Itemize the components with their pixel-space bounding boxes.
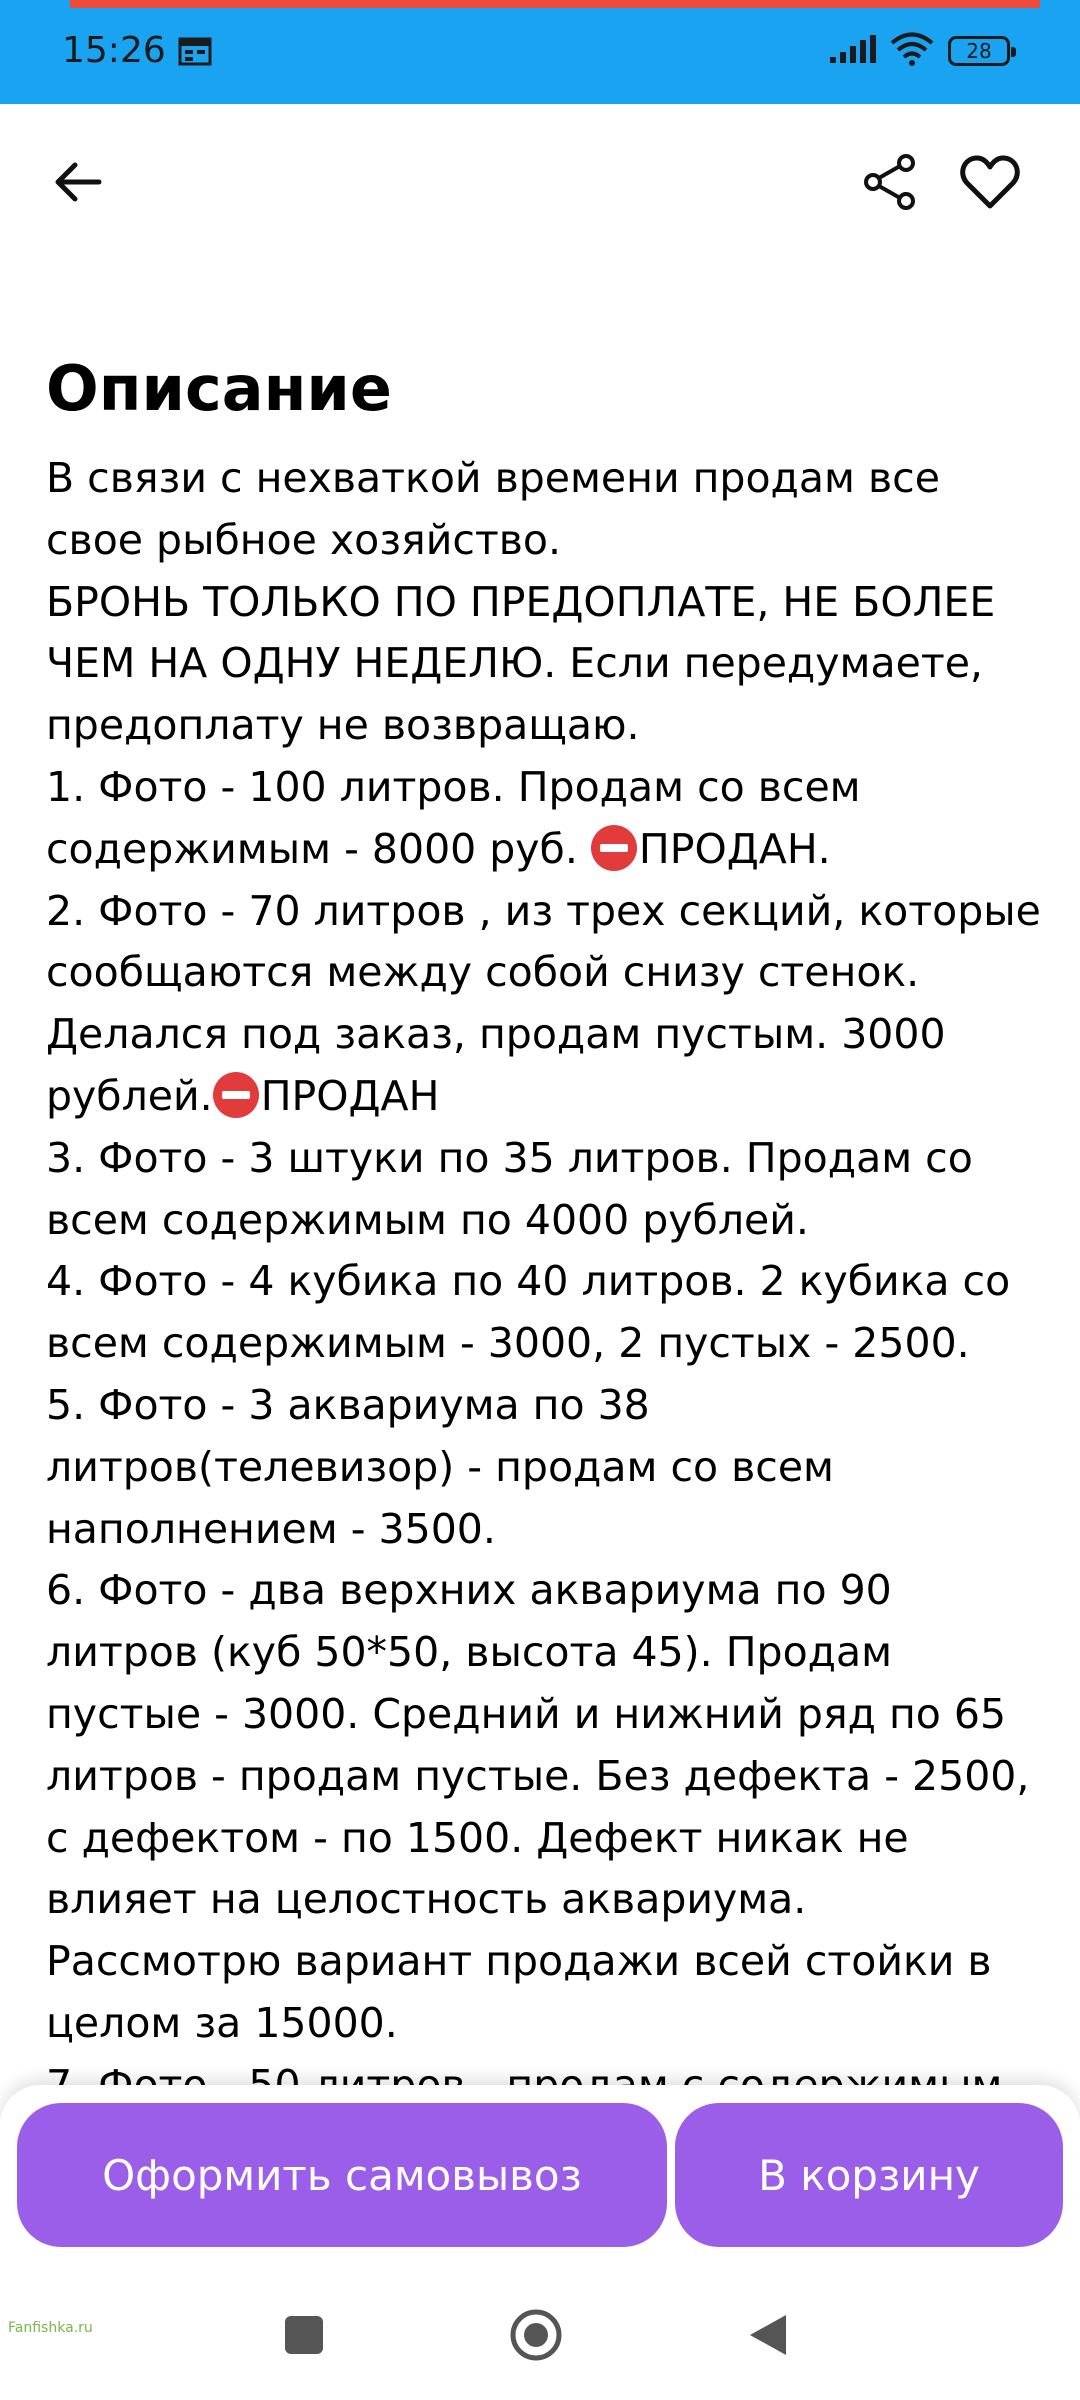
description-line: Рассмотрю вариант продажи всей стойки в — [46, 1937, 992, 1986]
home-icon[interactable] — [506, 2305, 566, 2365]
description-line: 1. Фото - 100 литров. Продам со всем — [46, 762, 861, 811]
add-to-cart-button[interactable]: В корзину — [675, 2103, 1063, 2247]
description-line: 4. Фото - 4 кубика по 40 литров. 2 кубика со — [46, 1257, 1011, 1306]
description-line: свое рыбное хозяйство. — [46, 515, 562, 564]
description-line: предоплату не возвращаю. — [46, 701, 640, 750]
description-line: пустые - 3000. Средний и нижний ряд по 65 — [46, 1689, 1007, 1738]
pickup-button[interactable]: Оформить самовывоз — [17, 2103, 667, 2247]
battery-level: 28 — [966, 39, 992, 63]
description-line: литров - продам пустые. Без дефекта - 2500, — [46, 1751, 1030, 1800]
description-line: 6. Фото - два верхних аквариума по 90 — [46, 1566, 892, 1615]
description-line: влияет на целостность аквариума. — [46, 1875, 807, 1924]
description-line: 2. Фото - 70 литров , из трех секций, которые — [46, 886, 1041, 935]
status-bar — [0, 0, 1080, 104]
system-nav-bar — [0, 2265, 1080, 2400]
description-line — [46, 819, 1026, 881]
no-entry-icon — [213, 1072, 259, 1118]
app-bar — [0, 104, 1080, 264]
notification-strip — [70, 0, 1040, 8]
back-arrow-icon[interactable] — [38, 142, 118, 222]
description-line: целом за 15000. — [46, 1998, 398, 2047]
action-panel — [0, 2085, 1080, 2265]
description-line: всем содержимым - 3000, 2 пустых - 2500. — [46, 1319, 970, 1368]
description-line: сообщаются между собой снизу стенок. — [46, 948, 920, 997]
description-line: с дефектом - по 1500. Дефект никак не — [46, 1813, 909, 1862]
description-text: рублей. — [46, 1071, 213, 1120]
description-line — [46, 1066, 1026, 1128]
calendar-icon — [178, 36, 212, 70]
description-line: 5. Фото - 3 аквариума по 38 — [46, 1380, 650, 1429]
no-entry-icon — [591, 825, 637, 871]
description-line: БРОНЬ ТОЛЬКО ПО ПРЕДОПЛАТЕ, НЕ БОЛЕЕ — [46, 577, 996, 626]
back-icon[interactable] — [738, 2305, 798, 2365]
description-line: литров (куб 50*50, высота 45). Продам — [46, 1628, 893, 1677]
description-line: литров(телевизор) - продам со всем — [46, 1442, 834, 1491]
description-line: всем содержимым по 4000 рублей. — [46, 1195, 809, 1244]
signal-icon — [830, 35, 876, 67]
description-text: содержимым - 8000 руб. — [46, 824, 591, 873]
recent-apps-icon[interactable] — [274, 2305, 334, 2365]
wifi-icon — [890, 32, 934, 70]
description-line: Делался под заказ, продам пустым. 3000 — [46, 1010, 946, 1059]
description-line: 3. Фото - 3 штуки по 35 литров. Продам со — [46, 1133, 973, 1182]
description-title: Описание — [46, 352, 392, 425]
sold-label: ПРОДАН — [260, 1071, 440, 1120]
watermark-logo: Fanfishka.ru — [8, 2320, 93, 2336]
description-section — [46, 350, 1041, 2050]
heart-icon[interactable] — [950, 142, 1030, 222]
sold-label: ПРОДАН. — [638, 824, 831, 873]
description-line: ЧЕМ НА ОДНУ НЕДЕЛЮ. Если передумаете, — [46, 639, 983, 688]
description-line: наполнением - 3500. — [46, 1504, 496, 1553]
status-time: 15:26 — [62, 30, 166, 71]
battery-icon — [948, 36, 1010, 66]
description-line: В связи с нехваткой времени продам все — [46, 454, 940, 502]
share-icon[interactable] — [850, 142, 930, 222]
